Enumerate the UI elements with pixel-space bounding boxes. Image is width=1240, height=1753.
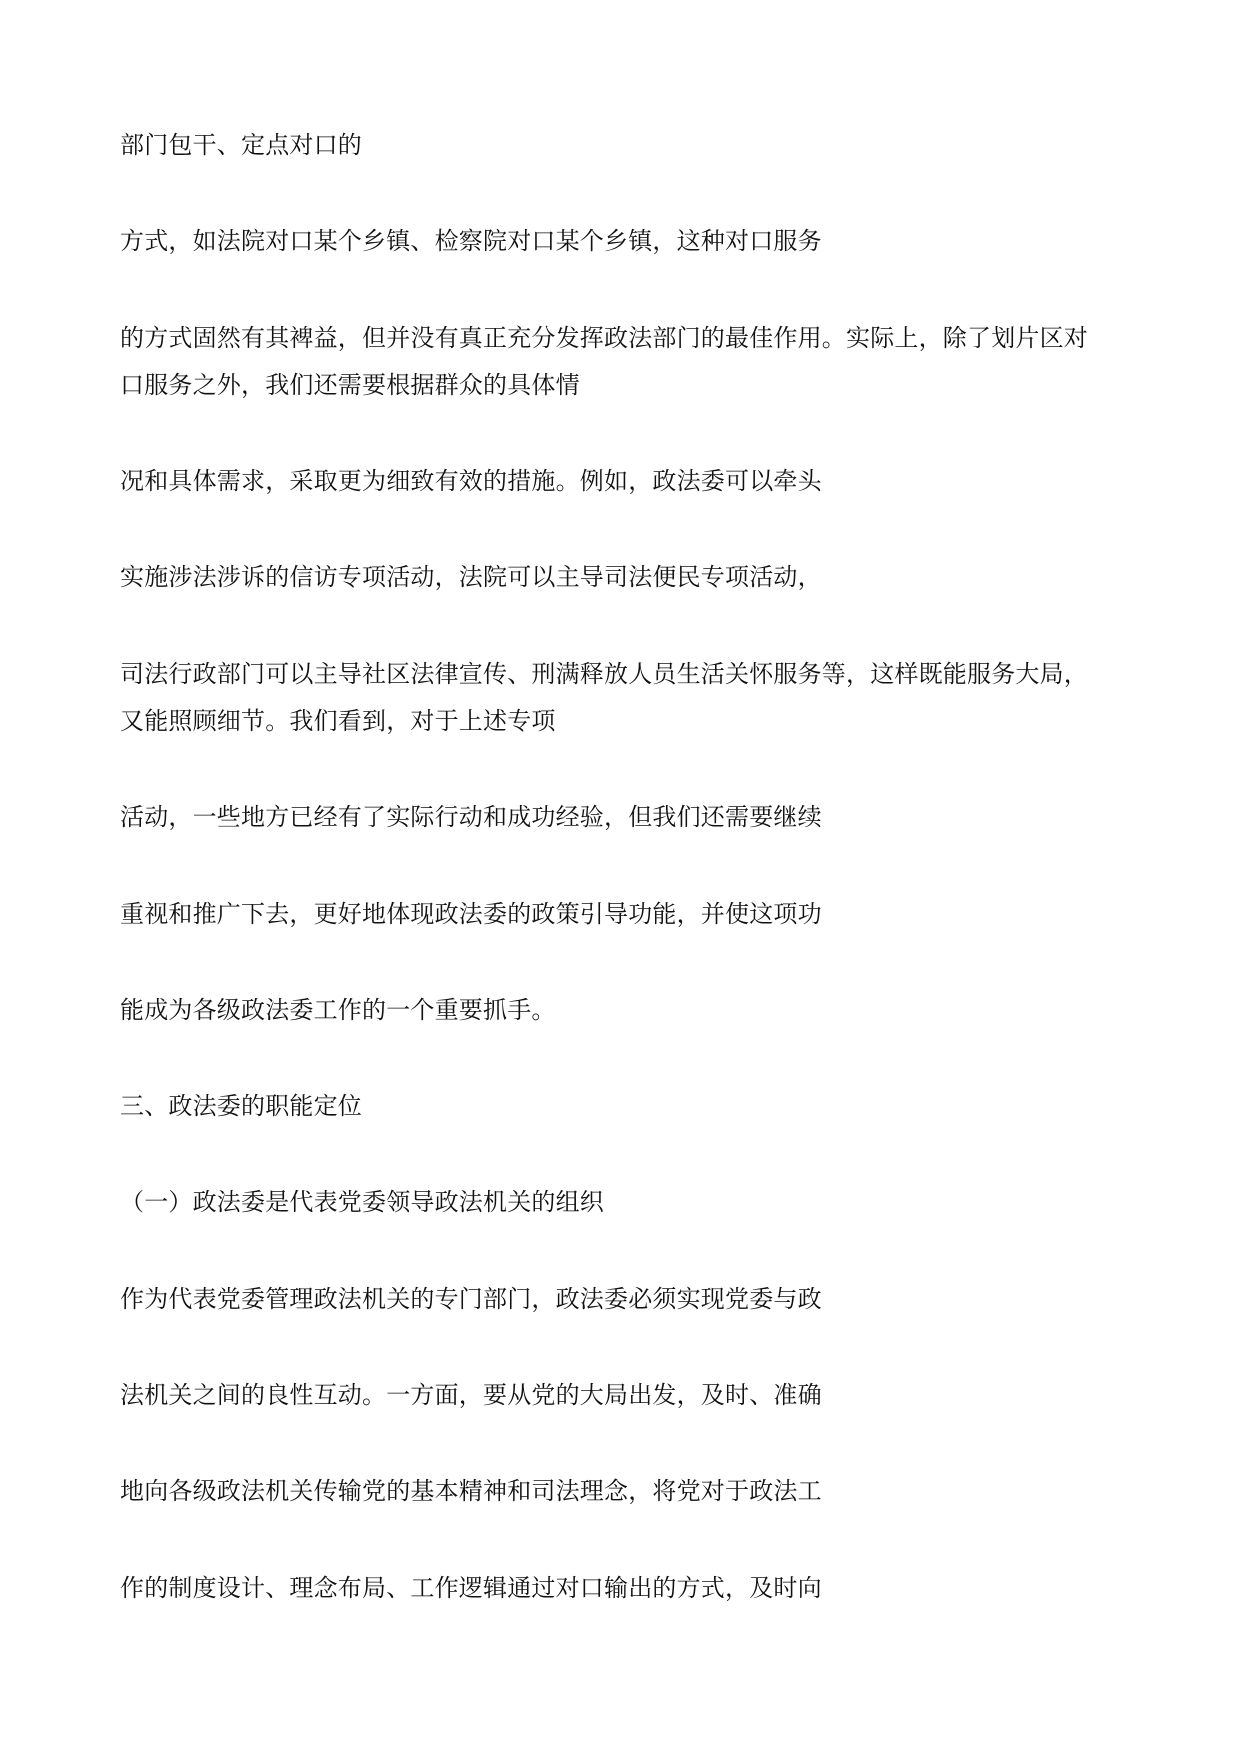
- text-line-8: 又能照顾细节。我们看到，对于上述专项: [120, 707, 556, 735]
- text-line-16: 地向各级政法机关传输党的基本精神和司法理念，将党对于政法工: [120, 1477, 822, 1505]
- text-line-2: 方式，如法院对口某个乡镇、检察院对口某个乡镇，这种对口服务: [120, 227, 822, 255]
- text-line-3: 的方式固然有其裨益，但并没有真正充分发挥政法部门的最佳作用。实际上，除了划片区对: [120, 324, 1088, 352]
- text-line-4: 口服务之外，我们还需要根据群众的具体情: [120, 371, 580, 399]
- text-line-17: 作的制度设计、理念布局、工作逻辑通过对口输出的方式，及时向: [120, 1574, 822, 1602]
- text-line-10: 重视和推广下去，更好地体现政法委的政策引导功能，并使这项功: [120, 900, 822, 928]
- section-heading: 三、政法委的职能定位: [120, 1092, 362, 1120]
- text-line-11: 能成为各级政法委工作的一个重要抓手。: [120, 996, 556, 1024]
- subsection-heading: （一）政法委是代表党委领导政法机关的组织: [120, 1188, 604, 1216]
- text-line-15: 法机关之间的良性互动。一方面，要从党的大局出发，及时、准确: [120, 1381, 822, 1409]
- text-line-1: 部门包干、定点对口的: [120, 131, 362, 159]
- text-line-9: 活动，一些地方已经有了实际行动和成功经验，但我们还需要继续: [120, 803, 822, 831]
- text-line-14: 作为代表党委管理政法机关的专门部门，政法委必须实现党委与政: [120, 1285, 822, 1313]
- text-line-5: 况和具体需求，采取更为细致有效的措施。例如，政法委可以牵头: [120, 467, 822, 495]
- text-line-7: 司法行政部门可以主导社区法律宣传、刑满释放人员生活关怀服务等，这样既能服务大局，: [120, 660, 1088, 688]
- text-line-6: 实施涉法涉诉的信访专项活动，法院可以主导司法便民专项活动，: [120, 563, 822, 591]
